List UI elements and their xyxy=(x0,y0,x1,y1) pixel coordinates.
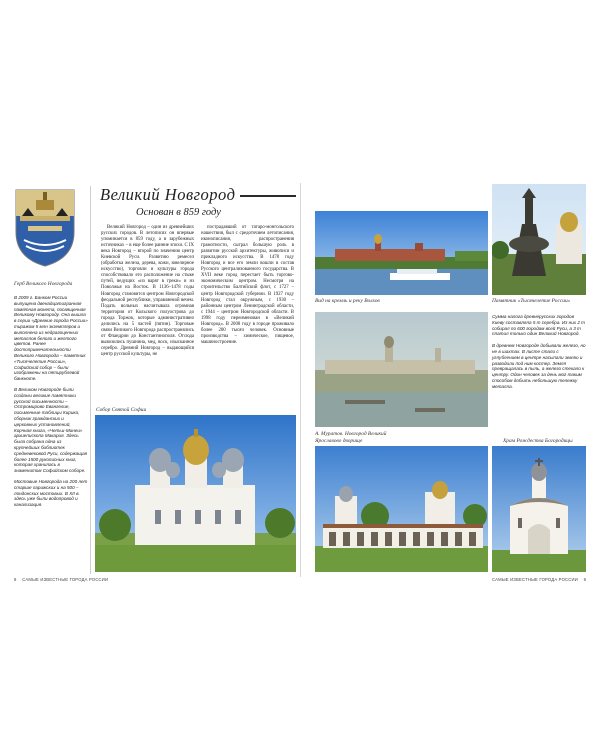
sofia-cathedral-photo xyxy=(95,415,296,572)
right-sidebar-paragraph: Сумма налога древнерусских городов Киеву составляла 5 т серебра. Из них 2 т собирал по 600 городам всей Руси, а 3 т платил только один Великий Новгород. xyxy=(492,314,585,337)
left-footer xyxy=(14,577,108,582)
muratov-painting xyxy=(315,312,488,427)
article-title xyxy=(100,183,296,207)
kremlin-river-photo xyxy=(315,211,488,295)
left-sidebar xyxy=(14,295,88,513)
left-sidebar-paragraph: В 2009 г. Банком России выпущена двенадцатигранная памятная монета, посвященная Великому Новгороду. Она вышла в серии «Древние города России» тиражом 5 млн экземпляров и выполнена из недрагоценных металлов белого и желтого цветов. Ранее достопримечательности Великого Новгорода – памятник «Тысячелетие России», Софийский собор – были изображены на пятирублевой банкноте. xyxy=(14,295,88,382)
body-text: Великий Новгород – один из древнейших русских городов. В летописях он впервые упоминается в 859 году, а в зарубежных источниках – в еще более ранние эпохи. С IX века Новгород – второй по значению центр Киевской Руси. Развитию ремесел (обработка железа, дерева, кожи, ювелирное искусство), торговли и культуры города способствовало его расположение на стыке путей, ведущих «из варяг в греки» и из Поволжья на Восток. В 1136–1478 годы Новгород становится центром Новгородской феодальной республики, управляемой вечем. Подать вольных насчитывала огромная территория от Кольского полуострова до города Торжок, которые административно делились на 5 частей (пятин). Торговые связи Великого Новгорода распространялись от Фландрии до Константинополя. Отсюда вывозились пушнина, мед, воск, изысканное серебро. Древний Новгород – выдающийся центр русской культуры, не xyxy=(101,225,194,357)
right-footer-text: САМЫЕ ИЗВЕСТНЫЕ ГОРОДА РОССИИ xyxy=(492,577,578,582)
church-nativity-photo xyxy=(492,446,586,572)
right-footer xyxy=(492,577,586,582)
title-rule xyxy=(240,195,296,197)
body-column-2 xyxy=(201,225,294,346)
sidebar-divider xyxy=(90,186,91,574)
left-footer-text: САМЫЕ ИЗВЕСТНЫЕ ГОРОДА РОССИИ xyxy=(22,577,109,582)
right-sidebar xyxy=(492,314,586,396)
page-gutter xyxy=(300,183,301,577)
left-sidebar-paragraph: Мостовые Новгорода на 200 лет старше парижских и на 500 – лондонских мостовых. В XII в. здесь уже были водопровод и канализация. xyxy=(14,478,88,508)
right-sidebar-paragraph: В древнем Новгороде добывали железо, но не в шахтах. В листе стали с углублением в центре насыпали землю и разводили под ним костер. Земля превращалась в пыль, а железо стекало к центру. Один человек за день мог таким способом добыть небольшую тележку металла. xyxy=(492,343,586,389)
coat-of-arms-image xyxy=(14,186,76,268)
kremlin-caption: Вид на кремль и реку Волхов xyxy=(315,298,380,304)
title-text: Великий Новгород xyxy=(100,185,236,204)
left-sidebar-paragraph: В Великом Новгороде были созданы великие памятники русской письменности – Остромирово Евангелие, письменные таблицы Кирика, сборник гражданских и церковных установлений, Корчная книга, «Четьи-Минеи» архиепископа Макария. Здесь была собрана одна из крупнейших библиотек средневековой Руси, содержащая более 1500 рукописных книг, которая хранилась в знаменитом Софийском соборе. xyxy=(14,386,88,474)
left-page-number: 8 xyxy=(14,577,17,582)
right-page-number: 9 xyxy=(583,577,587,582)
millennium-monument-photo xyxy=(492,184,586,295)
sofia-caption: Собор Святой Софии xyxy=(96,407,147,413)
yaroslav-caption: Ярославово дворище xyxy=(315,438,363,444)
painting-caption: А. Муратов. Новгород Великий xyxy=(315,431,387,437)
yaroslav-court-photo xyxy=(315,446,488,572)
monument-caption: Памятник «Тысячелетие России» xyxy=(492,298,571,304)
body-text: пострадавший от татаро-монгольского нашествия, был с средоточием летописания, иконописания, распространения грамотности, сыграл большую роль в развитии русской архитектуры, живописи и прикладного искусства. В 1478 году Новгород и все его земли вошли в состав Русского централизованного государства. В XVII веке город перестает быть торгово-экономическим центром. Несмотря на строительство Балтийский флот, с 1727 – центр Новгородской губернии. В 1927 году Новгород стал окружным, с 1930 – районным центром Ленинградской области, с 1944 – центром Новгородской области. В 1998 году переименован в «Великий Новгород». В 2008 году в городе проживало более 200 тысяч человек. Основные производства – химическое, пищевое, машиностроение. xyxy=(201,225,294,345)
church-caption: Храм Рождества Богородицы xyxy=(503,438,573,444)
coat-caption: Герб Великого Новгорода xyxy=(14,281,73,287)
body-column-1 xyxy=(101,225,194,358)
article-subtitle: Основан в 859 году xyxy=(136,207,221,218)
